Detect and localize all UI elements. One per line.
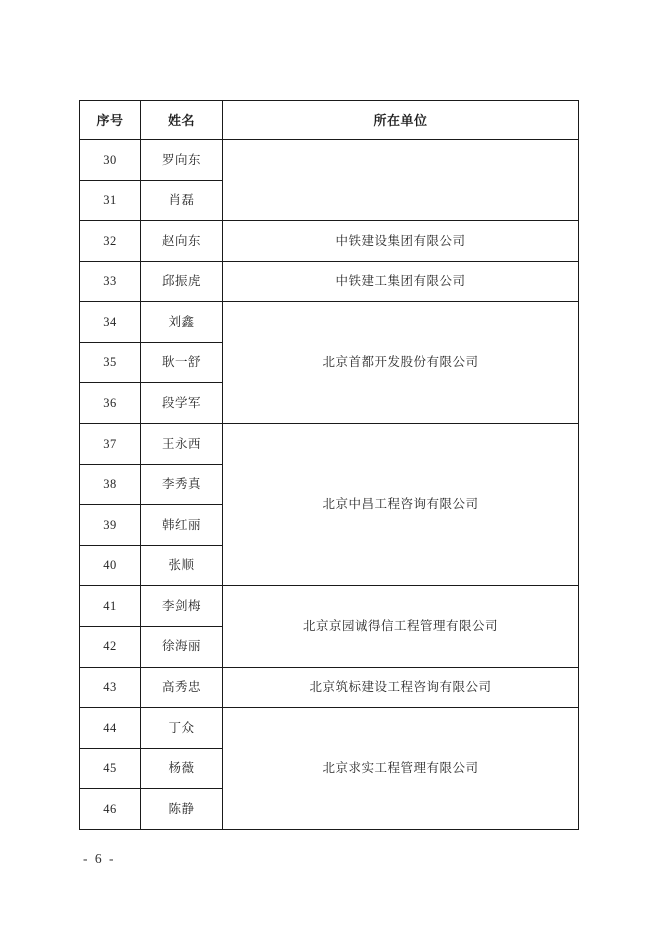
cell-organization: 北京首都开发股份有限公司 bbox=[223, 302, 579, 424]
cell-name: 高秀忠 bbox=[141, 667, 223, 708]
header-name: 姓名 bbox=[141, 101, 223, 140]
cell-serial: 30 bbox=[80, 140, 141, 181]
cell-serial: 42 bbox=[80, 626, 141, 667]
cell-name: 邱振虎 bbox=[141, 261, 223, 302]
table-header-row bbox=[80, 101, 579, 140]
cell-name: 丁众 bbox=[141, 708, 223, 749]
cell-name: 杨薇 bbox=[141, 748, 223, 789]
cell-serial: 34 bbox=[80, 302, 141, 343]
table-row bbox=[80, 586, 579, 627]
cell-serial: 43 bbox=[80, 667, 141, 708]
cell-serial: 31 bbox=[80, 180, 141, 221]
cell-serial: 45 bbox=[80, 748, 141, 789]
cell-name: 王永西 bbox=[141, 424, 223, 465]
cell-serial: 35 bbox=[80, 342, 141, 383]
roster-table bbox=[79, 100, 579, 830]
cell-name: 段学军 bbox=[141, 383, 223, 424]
cell-serial: 44 bbox=[80, 708, 141, 749]
cell-serial: 33 bbox=[80, 261, 141, 302]
cell-name: 韩红丽 bbox=[141, 505, 223, 546]
cell-organization: 北京筑标建设工程咨询有限公司 bbox=[223, 667, 579, 708]
cell-organization: 中铁建工集团有限公司 bbox=[223, 261, 579, 302]
cell-name: 刘鑫 bbox=[141, 302, 223, 343]
cell-organization: 中铁建设集团有限公司 bbox=[223, 221, 579, 262]
cell-name: 李秀真 bbox=[141, 464, 223, 505]
cell-organization: 北京中昌工程咨询有限公司 bbox=[223, 424, 579, 586]
cell-organization: 北京求实工程管理有限公司 bbox=[223, 708, 579, 830]
table-row bbox=[80, 302, 579, 343]
cell-serial: 37 bbox=[80, 424, 141, 465]
cell-name: 肖磊 bbox=[141, 180, 223, 221]
table-row bbox=[80, 140, 579, 181]
cell-organization: 北京京园诚得信工程管理有限公司 bbox=[223, 586, 579, 667]
header-organization: 所在单位 bbox=[223, 101, 579, 140]
cell-name: 陈静 bbox=[141, 789, 223, 830]
table-row bbox=[80, 261, 579, 302]
cell-serial: 39 bbox=[80, 505, 141, 546]
page-number: - 6 - bbox=[83, 851, 116, 866]
cell-name: 张顺 bbox=[141, 545, 223, 586]
cell-name: 罗向东 bbox=[141, 140, 223, 181]
cell-serial: 38 bbox=[80, 464, 141, 505]
cell-name: 耿一舒 bbox=[141, 342, 223, 383]
cell-serial: 46 bbox=[80, 789, 141, 830]
cell-name: 徐海丽 bbox=[141, 626, 223, 667]
cell-serial: 41 bbox=[80, 586, 141, 627]
cell-serial: 36 bbox=[80, 383, 141, 424]
cell-serial: 40 bbox=[80, 545, 141, 586]
table-row bbox=[80, 708, 579, 749]
cell-name: 赵向东 bbox=[141, 221, 223, 262]
cell-name: 李剑梅 bbox=[141, 586, 223, 627]
table-row bbox=[80, 221, 579, 262]
cell-serial: 32 bbox=[80, 221, 141, 262]
table-row bbox=[80, 667, 579, 708]
cell-organization bbox=[223, 140, 579, 221]
table-row bbox=[80, 424, 579, 465]
header-serial-number: 序号 bbox=[80, 101, 141, 140]
